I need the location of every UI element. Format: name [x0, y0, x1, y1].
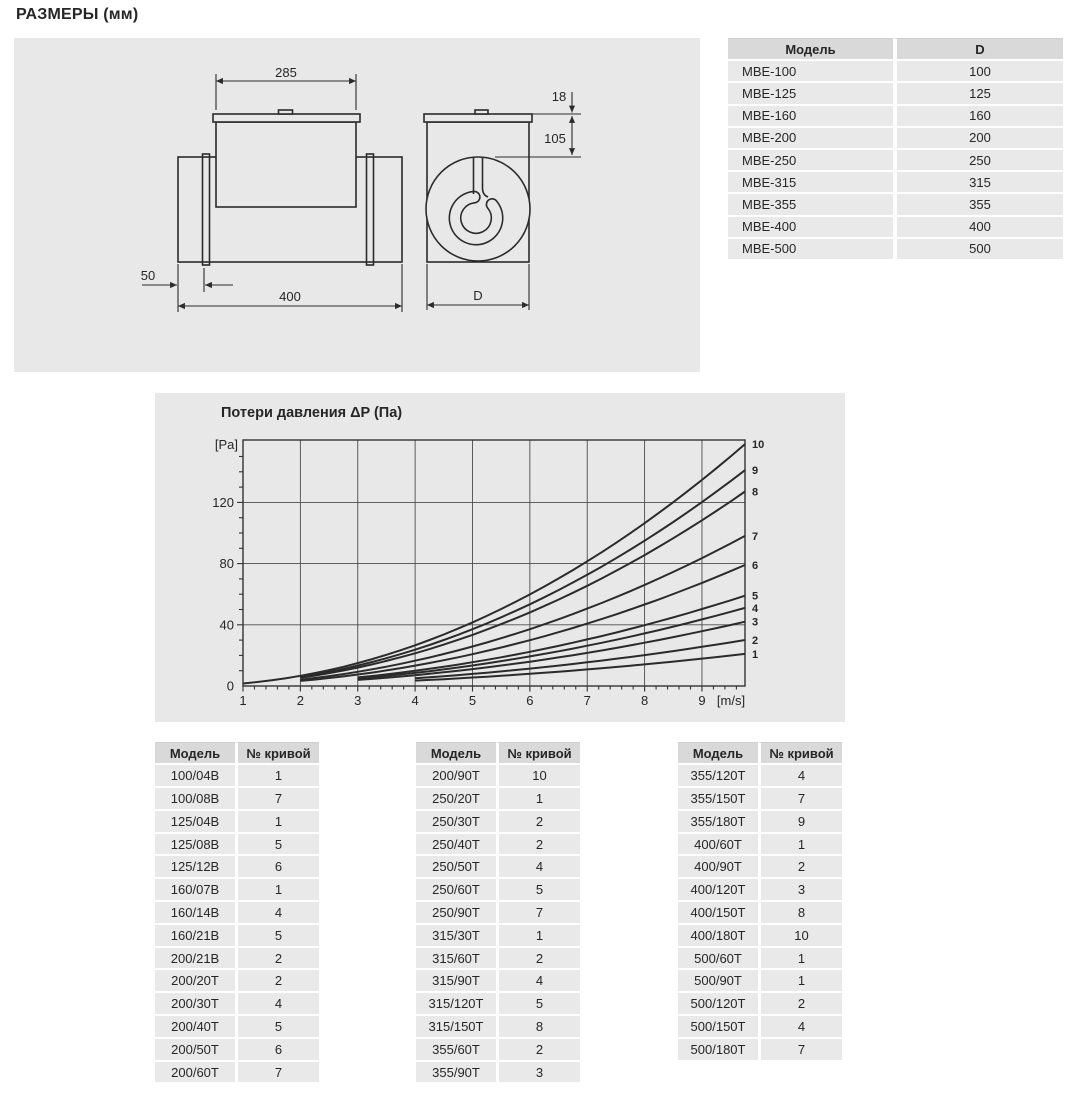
x-tick-label: 9 — [698, 693, 706, 708]
table-cell: 3 — [496, 1062, 580, 1085]
table-row — [155, 925, 319, 948]
dim-label-18: 18 — [551, 89, 567, 104]
table-cell: МВЕ-160 — [728, 106, 893, 128]
table-cell: 315/60Т — [416, 948, 496, 971]
table-cell: 400 — [893, 217, 1063, 239]
curve-table-3 — [678, 742, 842, 1062]
dimension-drawing-panel — [14, 38, 700, 372]
table-row — [678, 902, 842, 925]
column-header-curve: № кривой — [496, 742, 580, 765]
table-cell: 250/20Т — [416, 788, 496, 811]
flange-left — [203, 154, 210, 265]
table-cell: 5 — [496, 879, 580, 902]
chart-title: Потери давления ΔP (Па) — [221, 405, 403, 421]
curve-number-label: 2 — [752, 635, 759, 648]
column-header-curve: № кривой — [235, 742, 319, 765]
table-cell: 100/08В — [155, 788, 235, 811]
table-cell: 2 — [496, 811, 580, 834]
table-cell: 1 — [235, 765, 319, 788]
flange-right — [367, 154, 374, 265]
table-cell: 1 — [758, 970, 842, 993]
x-axis-unit-label: [m/s] — [716, 693, 746, 708]
table-cell: 160/14В — [155, 902, 235, 925]
table-row — [678, 811, 842, 834]
table-cell: 250 — [893, 150, 1063, 172]
table-cell: 250/60Т — [416, 879, 496, 902]
duct-heater-front-view — [424, 110, 532, 262]
x-tick-label: 4 — [411, 693, 419, 708]
table-cell: 500/180Т — [678, 1039, 758, 1062]
table-cell: 6 — [235, 1039, 319, 1062]
y-tick-label: 40 — [219, 617, 234, 633]
column-header-model: Модель — [155, 742, 235, 765]
x-tick-label: 5 — [468, 693, 477, 708]
column-header-d: D — [893, 38, 1063, 61]
curve-number-label: 4 — [752, 602, 759, 615]
table-cell: 2 — [235, 970, 319, 993]
x-tick-label: 7 — [583, 693, 591, 708]
table-cell: 125/12В — [155, 856, 235, 879]
table-row — [155, 902, 319, 925]
curve-number-label: 6 — [752, 559, 759, 572]
table-row — [678, 788, 842, 811]
column-header-model: Модель — [678, 742, 758, 765]
lid-nub — [279, 110, 293, 114]
table-cell: 10 — [496, 765, 580, 788]
table-cell: 500/120Т — [678, 993, 758, 1016]
table-cell: 100/04В — [155, 765, 235, 788]
table-row — [678, 993, 842, 1016]
table-cell: 8 — [758, 902, 842, 925]
table-cell: 125/08В — [155, 834, 235, 857]
table-row — [416, 811, 580, 834]
dim-label-D: D — [473, 288, 483, 303]
curve-number-label: 3 — [752, 616, 759, 629]
curve-number-label: 1 — [752, 648, 759, 661]
dim-label-105: 105 — [544, 131, 566, 146]
table-cell: 200/20Т — [155, 970, 235, 993]
duct-heater-side-view — [178, 110, 402, 265]
table-cell: 125/04В — [155, 811, 235, 834]
y-tick-label: 120 — [212, 494, 234, 510]
table-row — [416, 834, 580, 857]
table-cell: 400/180Т — [678, 925, 758, 948]
curve-table-2 — [416, 742, 580, 1084]
table-cell: 355/120Т — [678, 765, 758, 788]
table-cell: 8 — [496, 1016, 580, 1039]
table-row — [155, 834, 319, 857]
table-cell: 4 — [235, 993, 319, 1016]
table-cell: 4 — [496, 856, 580, 879]
table-row — [678, 879, 842, 902]
table-cell: 500 — [893, 239, 1063, 261]
table-cell: 1 — [758, 948, 842, 971]
table-row — [155, 948, 319, 971]
table-row — [416, 1062, 580, 1085]
table-row — [678, 765, 842, 788]
table-cell: МВЕ-500 — [728, 239, 893, 261]
table-row — [155, 879, 319, 902]
table-cell: 2 — [496, 1039, 580, 1062]
table-cell: 500/60Т — [678, 948, 758, 971]
table-cell: 355/60Т — [416, 1039, 496, 1062]
table-cell: 250/30Т — [416, 811, 496, 834]
table-cell: 200/50Т — [155, 1039, 235, 1062]
table-cell: 125 — [893, 83, 1063, 105]
table-cell: 315/90Т — [416, 970, 496, 993]
table-cell: 100 — [893, 61, 1063, 83]
table-row — [728, 106, 1063, 128]
table-row — [728, 172, 1063, 194]
table-cell: 160 — [893, 106, 1063, 128]
table-row — [416, 1016, 580, 1039]
table-row — [155, 1039, 319, 1062]
table-cell: 315/30Т — [416, 925, 496, 948]
y-axis-unit-label: [Pa] — [214, 437, 238, 452]
table-cell: 500/90Т — [678, 970, 758, 993]
table-cell: 200/90Т — [416, 765, 496, 788]
pressure-loss-chart-panel — [155, 393, 845, 722]
table-row — [728, 194, 1063, 216]
table-row — [155, 788, 319, 811]
table-cell: 7 — [235, 1062, 319, 1085]
x-tick-label: 8 — [640, 693, 649, 708]
dim-label-400: 400 — [279, 289, 301, 304]
terminal-box — [216, 122, 356, 207]
table-row — [678, 925, 842, 948]
table-cell: 1 — [496, 925, 580, 948]
dim-label-50: 50 — [140, 268, 156, 283]
table-row — [678, 1039, 842, 1062]
dimension-drawing — [14, 38, 700, 372]
table-cell: 1 — [758, 834, 842, 857]
table-row — [728, 83, 1063, 105]
table-cell: 355/90Т — [416, 1062, 496, 1085]
curve-number-label: 7 — [752, 530, 759, 543]
table-row — [728, 128, 1063, 150]
table-row — [678, 970, 842, 993]
table-cell: 7 — [758, 788, 842, 811]
column-header-curve: № кривой — [758, 742, 842, 765]
table-cell: МВЕ-250 — [728, 150, 893, 172]
table-row — [678, 856, 842, 879]
table-cell: 4 — [758, 765, 842, 788]
table-cell: 315 — [893, 172, 1063, 194]
front-lid — [424, 114, 532, 122]
column-header-model: Модель — [728, 38, 893, 61]
table-row — [416, 925, 580, 948]
table-cell: 5 — [496, 993, 580, 1016]
table-cell: 200/21В — [155, 948, 235, 971]
table-row — [416, 1039, 580, 1062]
table-cell: МВЕ-125 — [728, 83, 893, 105]
table-row — [416, 788, 580, 811]
table-cell: 200/30Т — [155, 993, 235, 1016]
table-row — [155, 1016, 319, 1039]
pressure-loss-chart — [155, 393, 845, 722]
table-cell: 160/07В — [155, 879, 235, 902]
model-diameter-table — [728, 38, 1063, 261]
table-cell: 1 — [235, 811, 319, 834]
table-cell: МВЕ-100 — [728, 61, 893, 83]
table-cell: 400/60Т — [678, 834, 758, 857]
x-tick-label: 3 — [354, 693, 362, 708]
curve-number-label: 5 — [752, 590, 759, 603]
table-header-row — [678, 742, 842, 765]
table-cell: 400/150Т — [678, 902, 758, 925]
table-cell: 200/40Т — [155, 1016, 235, 1039]
table-row — [416, 856, 580, 879]
table-row — [416, 970, 580, 993]
table-cell: 7 — [758, 1039, 842, 1062]
table-row — [155, 993, 319, 1016]
table-cell: 400/90Т — [678, 856, 758, 879]
terminal-box-lid — [213, 114, 360, 122]
table-cell: 3 — [758, 879, 842, 902]
table-row — [728, 61, 1063, 83]
table-cell: 1 — [496, 788, 580, 811]
table-cell: 5 — [235, 925, 319, 948]
page-title: РАЗМЕРЫ (мм) — [16, 6, 139, 23]
table-cell: МВЕ-315 — [728, 172, 893, 194]
table-row — [155, 970, 319, 993]
table-cell: 2 — [758, 993, 842, 1016]
table-cell: 500/150Т — [678, 1016, 758, 1039]
table-cell: 1 — [235, 879, 319, 902]
curve-number-label: 10 — [752, 439, 765, 452]
table-row — [416, 902, 580, 925]
table-cell: 250/40Т — [416, 834, 496, 857]
table-cell: 6 — [235, 856, 319, 879]
table-cell: МВЕ-200 — [728, 128, 893, 150]
table-cell: 200 — [893, 128, 1063, 150]
table-cell: 250/50Т — [416, 856, 496, 879]
x-tick-label: 6 — [526, 693, 534, 708]
ext-lines-D — [427, 264, 529, 310]
table-row — [155, 811, 319, 834]
table-row — [416, 765, 580, 788]
table-cell: 4 — [235, 902, 319, 925]
table-cell: 4 — [758, 1016, 842, 1039]
curve-number-label: 8 — [752, 486, 759, 499]
table-row — [678, 834, 842, 857]
table-row — [155, 856, 319, 879]
table-row — [416, 879, 580, 902]
table-row — [728, 239, 1063, 261]
column-header-model: Модель — [416, 742, 496, 765]
curve-table-1 — [155, 742, 319, 1084]
table-row — [155, 1062, 319, 1085]
ext-lines-400 — [178, 264, 402, 312]
table-header-row — [728, 38, 1063, 61]
table-row — [155, 765, 319, 788]
table-cell: МВЕ-400 — [728, 217, 893, 239]
x-tick-label: 2 — [296, 693, 304, 708]
table-cell: 2 — [496, 834, 580, 857]
table-cell: 2 — [235, 948, 319, 971]
table-cell: 250/90Т — [416, 902, 496, 925]
table-cell: 160/21В — [155, 925, 235, 948]
table-cell: 400/120Т — [678, 879, 758, 902]
table-header-row — [416, 742, 580, 765]
table-row — [416, 948, 580, 971]
table-cell: 355/180Т — [678, 811, 758, 834]
table-cell: МВЕ-355 — [728, 194, 893, 216]
dim-label-285: 285 — [275, 65, 297, 80]
table-cell: 7 — [235, 788, 319, 811]
x-tick-label: 1 — [239, 693, 247, 708]
table-cell: 200/60Т — [155, 1062, 235, 1085]
curve-number-label: 9 — [752, 465, 759, 478]
table-row — [416, 993, 580, 1016]
table-row — [678, 948, 842, 971]
table-row — [678, 1016, 842, 1039]
table-cell: 355/150Т — [678, 788, 758, 811]
y-tick-label: 80 — [219, 556, 234, 572]
table-cell: 355 — [893, 194, 1063, 216]
table-cell: 4 — [496, 970, 580, 993]
table-cell: 315/120Т — [416, 993, 496, 1016]
table-header-row — [155, 742, 319, 765]
y-tick-label: 0 — [226, 678, 234, 694]
front-lid-nub — [475, 110, 488, 114]
table-row — [728, 217, 1063, 239]
table-cell: 9 — [758, 811, 842, 834]
table-row — [728, 150, 1063, 172]
table-cell: 7 — [496, 902, 580, 925]
table-cell: 5 — [235, 1016, 319, 1039]
table-cell: 5 — [235, 834, 319, 857]
table-cell: 10 — [758, 925, 842, 948]
table-cell: 2 — [496, 948, 580, 971]
table-cell: 315/150Т — [416, 1016, 496, 1039]
table-cell: 2 — [758, 856, 842, 879]
pressure-curve-4 — [358, 608, 745, 679]
pressure-curve-9 — [300, 470, 745, 677]
